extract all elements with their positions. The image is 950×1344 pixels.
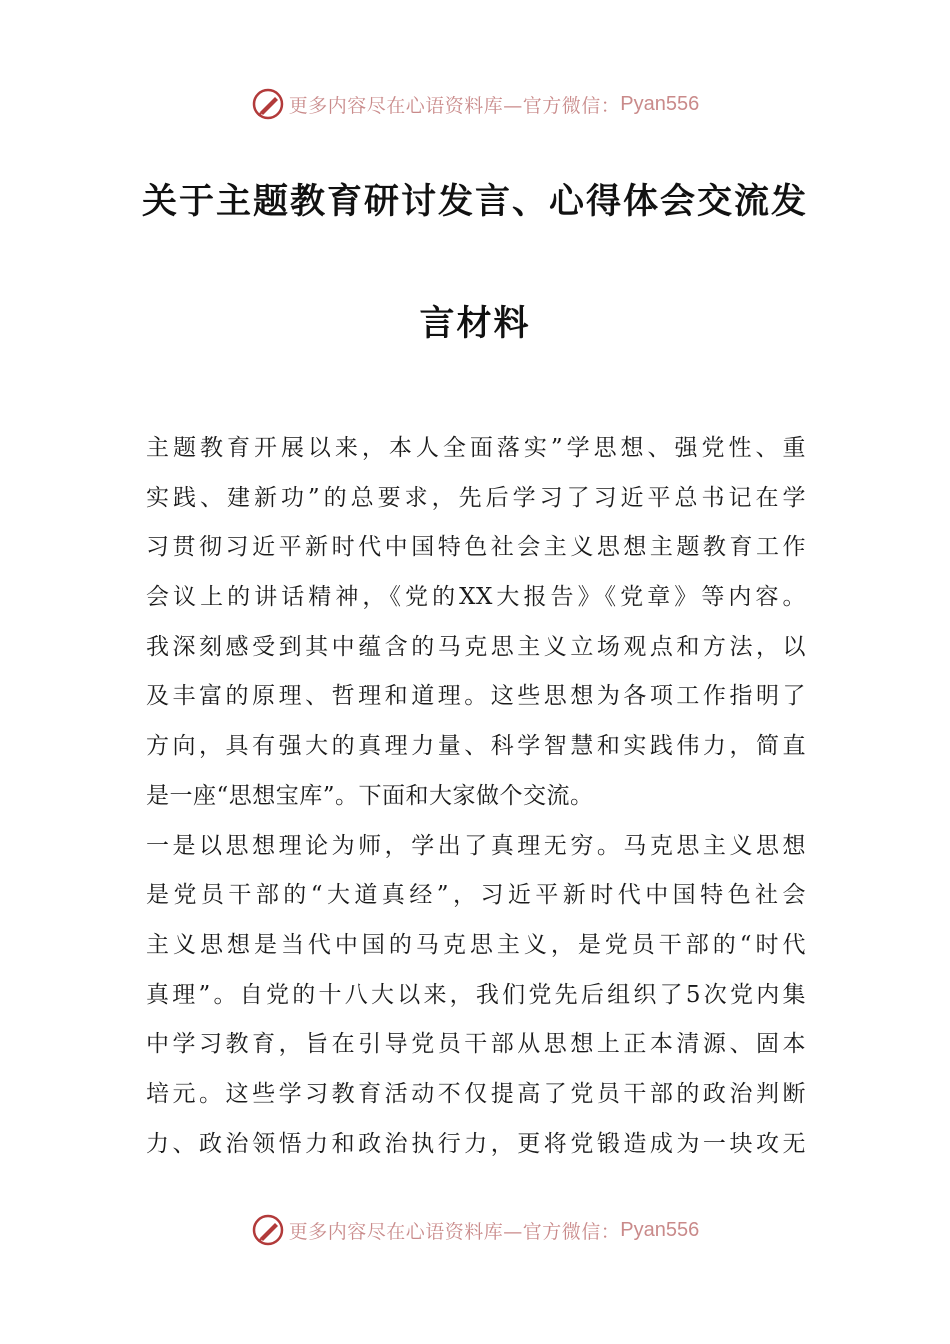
body-line: 主义思想是当代中国的马克思主义，是党员干部的“时代 [146, 931, 806, 958]
body-line: 一是以思想理论为师，学出了真理无穷。马克思主义思想 [146, 832, 806, 859]
body-line: 是一座“思想宝库”。下面和大家做个交流。 [146, 782, 594, 809]
pen-logo-icon [251, 87, 285, 121]
watermark-footer [0, 1210, 950, 1250]
document-title-line-1: 关于主题教育研讨发言、心得体会交流发 [141, 181, 808, 222]
watermark-wechat-id: Pyan556 [620, 1218, 700, 1241]
body-line: 是党员干部的“大道真经”，习近平新时代中国特色社会 [146, 882, 806, 909]
watermark-wechat-id: Pyan556 [620, 92, 700, 115]
body-line: 中学习教育，旨在引导党员干部从思想上正本清源、固本 [146, 1031, 806, 1058]
document-title-line-2: 言材料 [419, 303, 531, 344]
body-line: 培元。这些学习教育活动不仅提高了党员干部的政治判断 [146, 1080, 806, 1107]
body-line: 我深刻感受到其中蕴含的马克思主义立场观点和方法，以 [146, 633, 806, 660]
body-line: 真理”。自党的十八大以来，我们党先后组织了5次党内集 [146, 981, 806, 1008]
body-line: 实践、建新功”的总要求，先后学习了习近平总书记在学 [146, 484, 806, 511]
watermark-header [0, 84, 950, 124]
body-line: 力、政治领悟力和政治执行力，更将党锻造成为一块攻无 [146, 1130, 806, 1157]
watermark-text: 更多内容尽在心语资料库—官方微信： [288, 94, 621, 117]
body-line: 方向，具有强大的真理力量、科学智慧和实践伟力，简直 [146, 733, 806, 760]
watermark-text: 更多内容尽在心语资料库—官方微信： [288, 1220, 621, 1243]
body-line: 习贯彻习近平新时代中国特色社会主义思想主题教育工作 [146, 534, 806, 561]
document-body [146, 424, 806, 1169]
body-line: 会议上的讲话精神，《党的XX大报告》《党章》等内容。 [146, 584, 806, 611]
body-line: 及丰富的原理、哲理和道理。这些思想为各项工作指明了 [146, 683, 806, 710]
pen-logo-icon [251, 1213, 285, 1247]
body-line: 主题教育开展以来，本人全面落实”学思想、强党性、重 [146, 435, 806, 461]
